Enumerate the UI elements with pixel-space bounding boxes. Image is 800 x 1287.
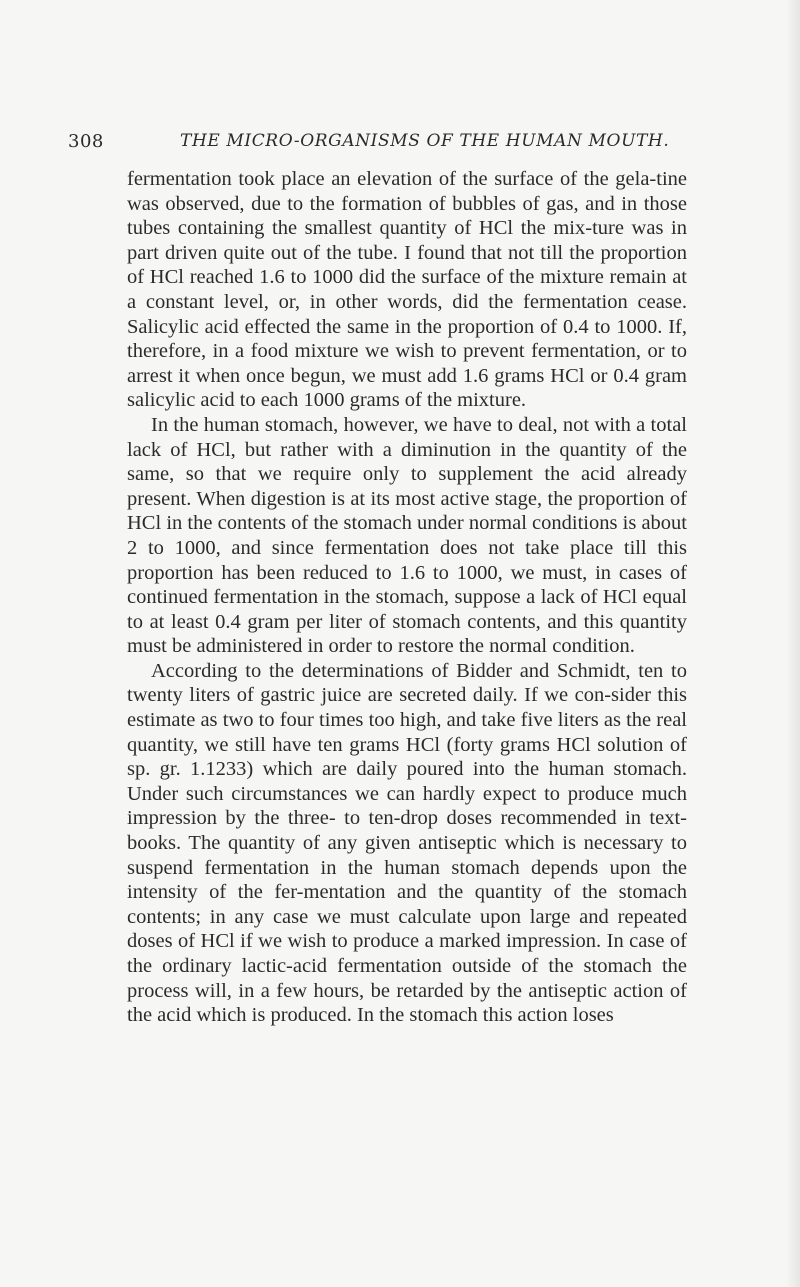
running-head (0, 0, 800, 152)
page-number: 308 (68, 131, 104, 152)
page-edge-shadow (786, 0, 800, 1287)
paragraph-continued: fermentation took place an elevation of the surface of the gela-tine was observed, due to the formation of bubbles of gas, and in those tubes containing the smallest quantity of HCl the mix-ture was in part driven quite out of the tube. I found that not till the proportion of HCl reached 1.6 to 1000 did the surface of the mixture remain at a constant level, or, in other words, did the fermentation cease. Salicylic acid effected the same in the proportion of 0.4 to 1000. If, therefore, in a food mixture we wish to prevent fermentation, or to arrest it when once begun, we must add 1.6 grams HCl or 0.4 gram salicylic acid to each 1000 grams of the mixture. (127, 168, 687, 412)
body-text (127, 167, 687, 1028)
paragraph-stomach-hcl: In the human stomach, however, we have to deal, not with a total lack of HCl, but rather with a diminution in the quantity of the same, so that we require only to supplement the acid already present. When digestion is at its most active stage, the proportion of HCl in the contents of the stomach under normal conditions is about 2 to 1000, and since fermentation does not take place till this proportion has been reduced to 1.6 to 1000, we must, in cases of continued fermentation in the stomach, suppose a lack of HCl equal to at least 0.4 gram per liter of stomach contents, and this quantity must be administered in order to restore the normal condition. (127, 413, 687, 658)
paragraph-gastric-juice: According to the determinations of Bidder and Schmidt, ten to twenty liters of gastric juice are secreted daily. If we con-sider this estimate as two to four times too high, and take five liters as the real quantity, we still have ten grams HCl (forty grams HCl solution of sp. gr. 1.1233) which are daily poured into the human stomach. Under such circumstances we can hardly expect to produce much impression by the three- to ten-drop doses recommended in text-books. The quantity of any given antiseptic which is necessary to suspend fermentation in the human stomach depends upon the intensity of the fer-mentation and the quantity of the stomach contents; in any case we must calculate upon large and repeated doses of HCl if we wish to produce a marked impression. In case of the ordinary lactic-acid fermentation outside of the stomach the process will, in a few hours, be retarded by the antiseptic action of the acid which is produced. In the stomach this action loses (127, 659, 687, 1027)
running-title: THE MICRO-ORGANISMS OF THE HUMAN MOUTH. (180, 131, 670, 151)
